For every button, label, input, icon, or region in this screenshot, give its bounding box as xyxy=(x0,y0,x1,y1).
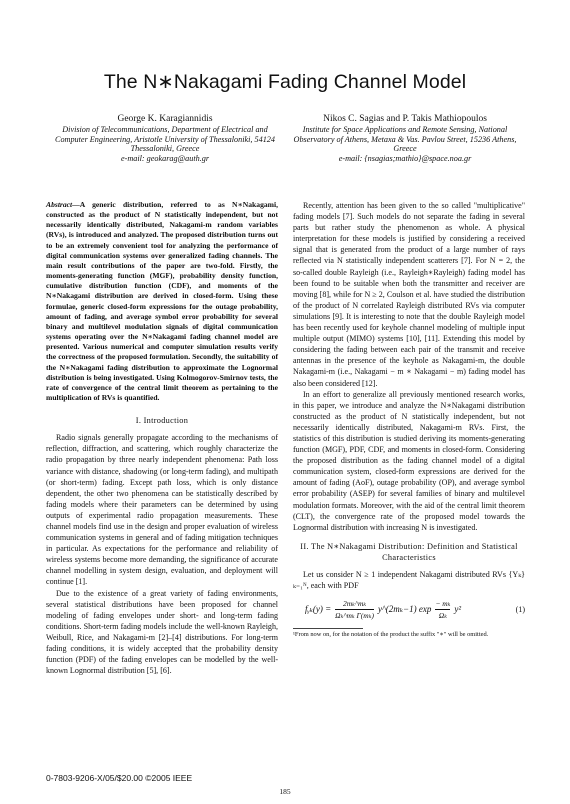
author-email: e-mail: geokarag@auth.gr xyxy=(120,153,210,163)
author-affiliation: Institute for Space Applications and Remote Sensing, National Observatory of Athens, Metaxa & Vas. Pavlou Street, 15236 Athens, Greece xyxy=(293,125,517,154)
body-paragraph: In an effort to generalize all previously mentioned research works, in this paper, we introduce and analyze the N∗Nakagami distribution constructed as the product of N statistically independent, but not necessarily identically distributed, Nakagami-m RVs. First, the statistics of this distribution is studied deriving its moments-generating function (MGF), PDF, CDF, and moments in closed-form. Considering the proposed distribution as the fading channel model of a digital communication system, closed-form expressions are derived for the amount of fading (AoF), outage probability (OP), and average symbol error probability (ASEP) for several families of binary and multilevel modulation formats. Moreover, with the aid of the central limit theorem (CLT), the convergence rate of the proposed model towards the Lognormal distribution with increasing N is investigated. xyxy=(293,389,525,532)
body-paragraph: Recently, attention has been given to the so called "multiplicative" fading models [7]. Such models do not separate the fading in several parts but rather study the phenomenon as whole. A physical interpretation for these models is justified by considering a received signal that is generated from the product of a large number of rays reflected via N statistically independent scatterers [7]. For N = 2, the so-called double Rayleigh (i.e., Rayleigh∗Rayleigh) fading model has been found to be suitable when both the transmitter and receiver are moving [8], while for N ≥ 2, Coulson et al. have studied the distribution of the product of N correlated Rayleigh distributed RVs via computer simulations [9]. It is interesting to note that the double Rayleigh model has been recently used for keyhole channel modeling of multiple input multiple output (MIMO) systems [10], [11]. Extending this model by considering the fading between each pair of the transmit and receive antennas in the presence of the keyhole as Nakagami-m, the double Nakagami-m (i.e., Nakagami − m ∗ Nakagami − m) fading model has also been considered [12]. xyxy=(293,201,525,388)
right-column xyxy=(293,200,525,639)
equation-lhs: fᵧₖ(y) = xyxy=(305,604,332,615)
equation-fraction xyxy=(335,598,374,621)
left-column xyxy=(46,200,278,676)
author-block-1 xyxy=(45,113,285,163)
equation-exp-numerator: − mₖ xyxy=(435,599,451,609)
equation-numerator: 2mₖ^mₖ xyxy=(342,599,367,609)
equation-exp-fraction xyxy=(435,598,450,621)
footnote: ¹From now on, for the notation of the product the suffix "∗" will be omitted. xyxy=(293,631,489,639)
body-paragraph: Let us consider N ≥ 1 independent Nakagami distributed RVs {Yₖ}ₖ₌₁ᴺ, each with PDF xyxy=(293,570,525,591)
section-heading-introduction: I. Introduction xyxy=(135,416,189,426)
equation-1 xyxy=(305,598,525,621)
author-affiliation: Division of Telecommunications, Department of Electrical and Computer Engineering, Aristotle University of Thessaloniki, 54124 Thessaloniki, Greece xyxy=(55,125,275,154)
paper-title: The N∗Nakagami Fading Channel Model xyxy=(103,71,467,93)
author-name: George K. Karagiannidis xyxy=(117,114,213,124)
body-paragraph: Radio signals generally propagate according to the mechanisms of reflection, diffraction, and scattering, which roughly characterize the radio propagation by three nearly independent phenomena: Path loss variance with distance, shadowing (or long-term fading), and multipath (or short-term) fading. Except path loss, which is only distance dependent, the other two phenomena can be statistically described by fading models where their parameters can be determined by using outputs of experimental radio propagation measurements. These channel models find use in the design and proper evaluation of wireless communication systems in general and of fading mitigation techniques in particular. As expectations for the performance and reliability of wireless systems become more demanding, the significance of accurate channel modelling in system design, evaluation, and deployment will continue [1]. xyxy=(46,433,278,587)
equation-denominator: Ωₖ^mₖ Γ(mₖ) xyxy=(335,611,374,621)
author-email: e-mail: {nsagias;mathio}@space.noa.gr xyxy=(338,153,472,163)
abstract-text: —A generic distribution, referred to as N∗Nakagami, constructed as the product of N statistically independent, but not necessarily identically distributed, Nakagami-m random variables (RVs), is introduced and analyzed. The proposed distribution turns out to be an extremely convenient tool for analyzing the performance of digital communication systems over generalized fading channels. The main result contributions of the paper are two-fold. Firstly, the moments-generating function (MGF), probability density function, cumulative distribution function (CDF), and moments of the N∗Nakagami distribution are derived in closed-form. Using these formulae, generic closed-form expressions for the outage probability, amount of fading, and average symbol error probability for several binary and multilevel modulation signals of digital communication systems operating over the N∗Nakagami fading channel model are presented. Various numerical and computer simulation results verify the correctness of the proposed formulation. Secondly, the suitability of the N∗Nakagami fading distribution to approximate the Lognormal distribution is being investigated. Using Kolmogorov-Smirnov tests, the rate of convergence of the central limit theorem as pertaining to the multiplication of RVs is quantified. xyxy=(46,200,278,402)
section-heading-definition: II. The N∗Nakagami Distribution: Definition and Statistical Characteristics xyxy=(300,541,518,562)
equation-middle: y^(2mₖ−1) exp xyxy=(377,604,432,615)
equation-tail: y² xyxy=(454,604,462,615)
abstract-lead: Abstract xyxy=(46,200,73,209)
author-block-2 xyxy=(285,113,525,163)
copyright-notice: 0-7803-9206-X/05/$20.00 ©2005 IEEE xyxy=(46,773,193,783)
body-paragraph: Due to the existence of a great variety of fading environments, several statistical distributions have been proposed for channel modeling of fading envelopes under short- and long-term fading conditions. Short-term fading models include the well-known Rayleigh, Weibull, Rice, and Nakagami-m [2]–[4] distributions. For long-term fading conditions, it is widely accepted that the probability density function (PDF) of the fading envelopes can be modelled by the well-known Lognormal distribution [5], [6]. xyxy=(46,588,278,676)
abstract xyxy=(46,200,278,403)
page-number: 185 xyxy=(279,787,291,796)
author-name: Nikos C. Sagias and P. Takis Mathiopoulos xyxy=(323,114,487,124)
equation-number: (1) xyxy=(515,605,525,615)
equation-exp-denominator: Ωₖ xyxy=(438,611,447,621)
